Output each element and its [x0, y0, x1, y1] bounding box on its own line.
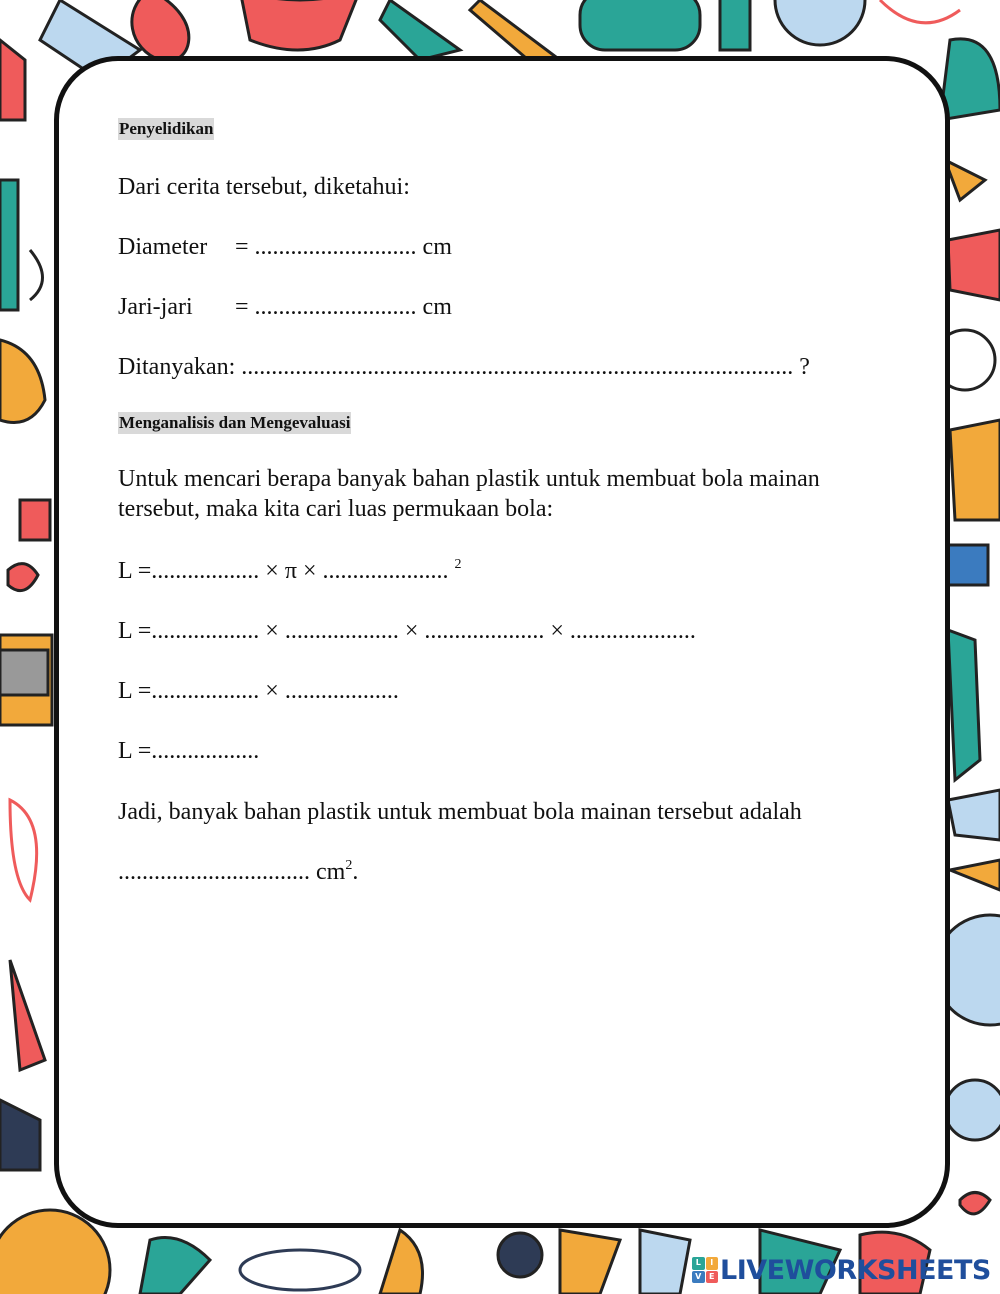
radius-blank[interactable]: = ........................... cm — [235, 294, 452, 320]
diameter-row — [118, 232, 452, 262]
logo-letter: L — [692, 1257, 705, 1270]
formula-1-exponent: 2 — [454, 557, 462, 572]
logo-letter: V — [692, 1271, 705, 1284]
liveworksheets-logo[interactable] — [692, 1252, 991, 1288]
logo-mark-icon — [692, 1257, 718, 1283]
radius-label: Jari-jari — [118, 294, 193, 320]
intro-text: Dari cerita tersebut, diketahui: — [118, 174, 410, 200]
logo-letter: I — [706, 1257, 719, 1270]
formula-row-2[interactable]: L =.................. × ................... × .................... × ..................... — [118, 618, 696, 644]
answer-exponent: 2 — [345, 858, 353, 873]
diameter-label: Diameter — [118, 234, 208, 260]
diameter-blank[interactable]: = ........................... cm — [235, 234, 452, 260]
radius-row — [118, 292, 452, 322]
conclusion-text: Jadi, banyak bahan plastik untuk membuat bola mainan tersebut adalah — [118, 799, 802, 825]
logo-text: LIVEWORKSHEETS — [720, 1254, 991, 1286]
formula-row-1[interactable] — [118, 556, 462, 586]
formula-row-3[interactable]: L =.................. × ................... — [118, 678, 399, 704]
answer-row[interactable] — [118, 857, 358, 887]
answer-blank[interactable]: ................................ cm — [118, 859, 346, 885]
formula-1-text[interactable]: L =.................. × π × ..................... — [118, 558, 455, 584]
heading-menganalisis: Menganalisis dan Mengevaluasi — [119, 413, 351, 432]
heading-penyelidikan: Penyelidikan — [119, 119, 214, 138]
formula-row-4[interactable]: L =.................. — [118, 738, 260, 764]
answer-period: . — [352, 859, 359, 885]
asked-row[interactable]: Ditanyakan: ............................................................................................ ? — [118, 354, 810, 380]
logo-letter: E — [706, 1271, 719, 1284]
analysis-paragraph: Untuk mencari berapa banyak bahan plastik untuk membuat bola mainan tersebut, maka kita cari luas permukaan bola: — [118, 466, 820, 522]
